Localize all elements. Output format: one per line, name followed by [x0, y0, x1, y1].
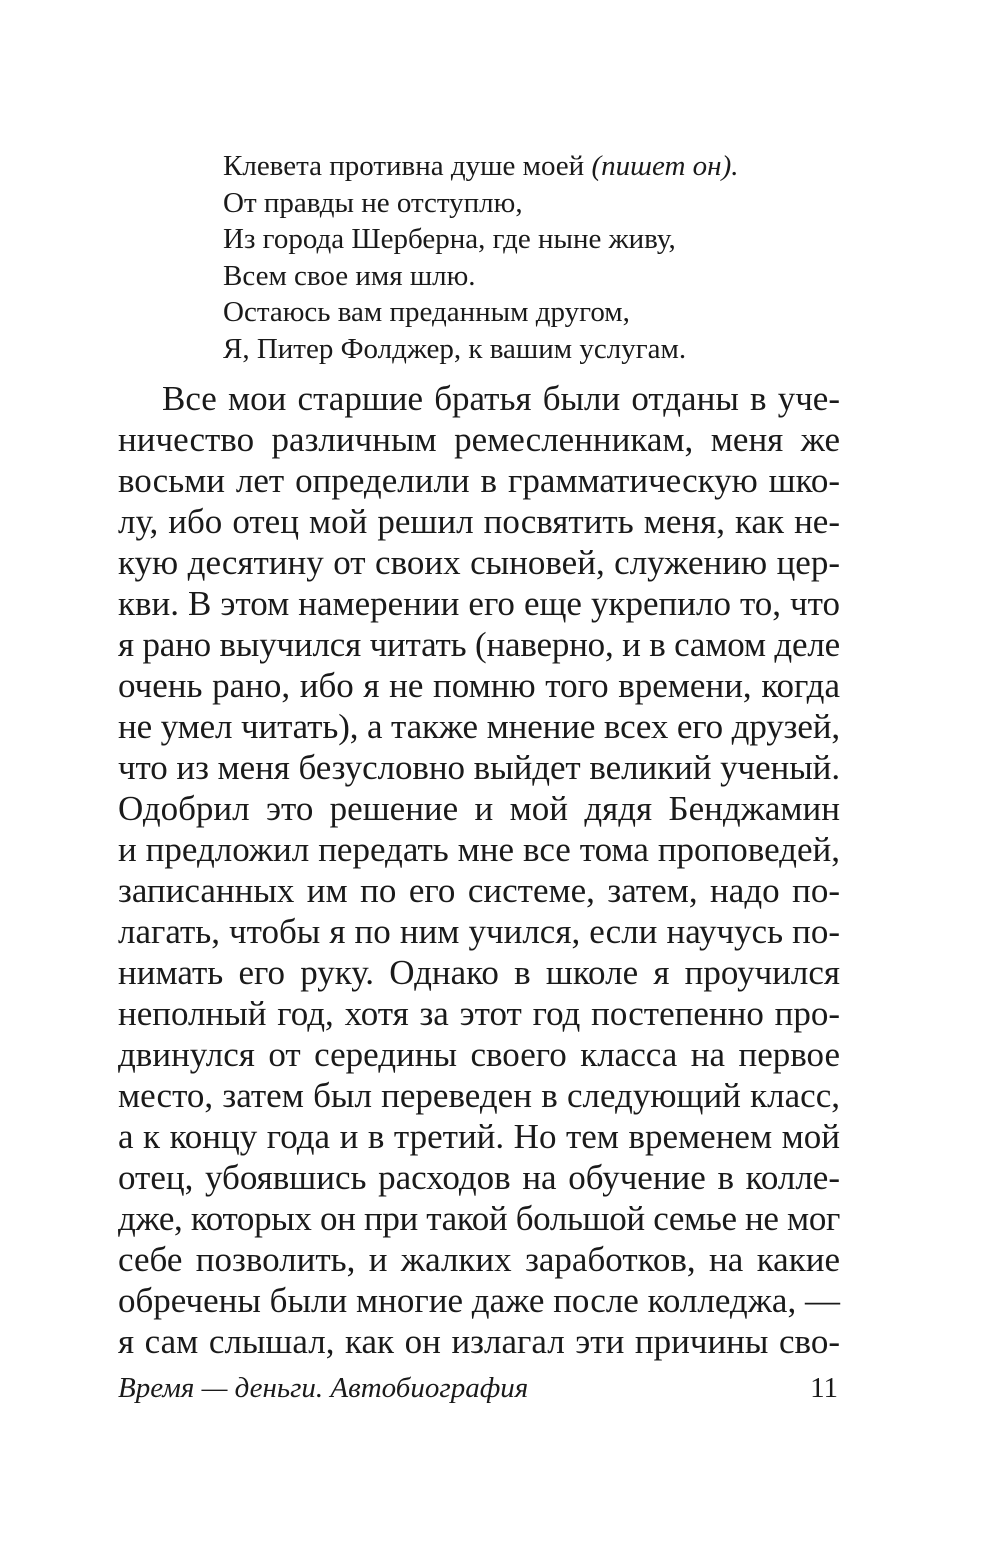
- text-line: ничество различным ремесленникам, меня же: [118, 420, 840, 459]
- epigraph-poem: [223, 148, 863, 367]
- text-line: обречены были многие даже после колледжа, —: [118, 1281, 840, 1320]
- text-line: я рано выучился читать (наверно, и в самом деле: [118, 625, 840, 664]
- text-line: лагать, чтобы я по ним учился, если научусь по-: [118, 912, 840, 951]
- poem-line: Я, Питер Фолджер, к вашим услугам.: [223, 332, 687, 365]
- text-line: дже, которых он при такой большой семье не мог: [118, 1199, 841, 1238]
- poem-line: Клевета противна душе моей (пишет он).: [223, 150, 739, 182]
- body-paragraph: [118, 378, 840, 1362]
- text-line: место, затем был переведен в следующий класс,: [118, 1076, 840, 1115]
- text-line: и предложил передать мне все тома проповедей,: [118, 830, 840, 869]
- poem-italic-note: (пишет он).: [591, 150, 739, 182]
- text-line: я сам слышал, как он излагал эти причины сво-: [118, 1322, 840, 1361]
- page-number: 11: [810, 1372, 838, 1404]
- text-line: очень рано, ибо я не помню того времени, когда: [118, 666, 840, 705]
- text-line: себе позволить, и жалких заработков, на какие: [118, 1240, 840, 1279]
- text-line: записанных им по его системе, затем, надо по-: [118, 871, 840, 910]
- poem-line: Остаюсь вам преданным другом,: [223, 296, 630, 328]
- page-footer: [118, 1372, 840, 1412]
- text-line: восьми лет определили в грамматическую шко-: [118, 461, 840, 500]
- text-line: не умел читать), а также мнение всех его друзей,: [118, 707, 841, 746]
- text-line: что из меня безусловно выйдет великий ученый.: [118, 748, 840, 787]
- text-line: лу, ибо отец мой решил посвятить меня, как не-: [118, 502, 840, 541]
- running-title: Время — деньги. Автобиография: [118, 1372, 529, 1404]
- text-line: неполный год, хотя за этот год постепенно про-: [118, 994, 840, 1033]
- text-line: Все мои старшие братья были отданы в уче-: [162, 379, 840, 418]
- text-line: Одобрил это решение и мой дядя Бенджамин: [118, 789, 840, 828]
- text-line: отец, убоявшись расходов на обучение в колле-: [118, 1158, 840, 1197]
- poem-line: Из города Шерберна, где ныне живу,: [223, 223, 676, 255]
- text-line: нимать его руку. Однако в школе я проучился: [118, 953, 840, 992]
- text-line: кви. В этом намерении его еще укрепило то, что: [118, 584, 840, 623]
- poem-line: Всем свое имя шлю.: [223, 259, 476, 292]
- poem-line: От правды не отступлю,: [223, 186, 523, 219]
- text-line: кую десятину от своих сыновей, служению цер-: [118, 543, 840, 582]
- text-line: а к концу года и в третий. Но тем временем мой: [118, 1117, 840, 1156]
- text-line: двинулся от середины своего класса на первое: [118, 1035, 840, 1074]
